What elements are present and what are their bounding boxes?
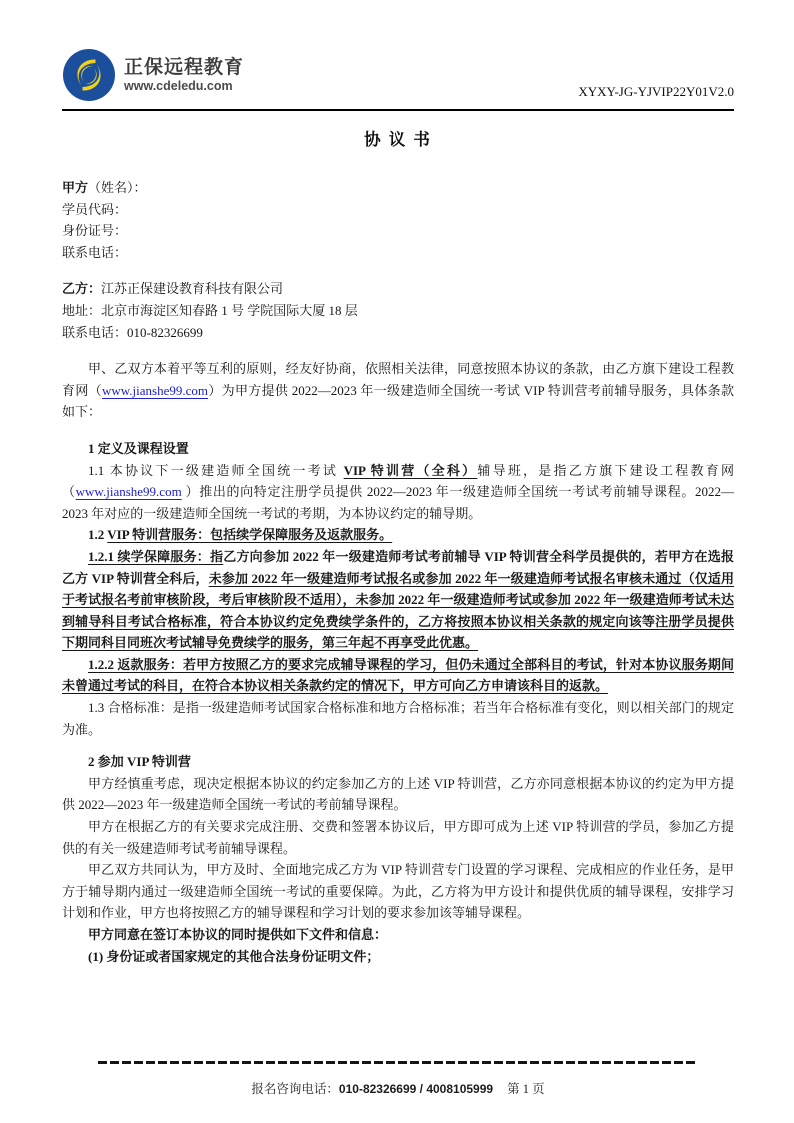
- page-title: 协 议 书: [364, 130, 432, 149]
- spacer: [62, 423, 734, 438]
- text-run: 未参加 2022 年一级建造师考试报名或参加 2022 年一级建造师考试报名审核未通过（仅适用于考试报名考前审核阶段，考后审核阶段不适用），未参加 2022 年一级建造师考试或参加 2022 年一级建造师考试未达到辅导科目考试合格标准，符合本协议约定免费续学条件的，乙方将按照本协议相关条款的规定向该等注册学员提供下期同科目同班次考试辅导免费续学的服务，第三年起不再享受此优惠。: [62, 570, 734, 651]
- paragraph: [62, 859, 734, 924]
- text-run: 甲方经慎重考虑，现决定根据本协议的约定参加乙方的上述 VIP 特训营，乙方亦同意根据本协议的约定为甲方提供 2022—2023 年一级建造师全国统一考试的考前辅导课程。: [62, 775, 734, 813]
- brand-logo: [62, 48, 244, 102]
- paragraph: [62, 546, 734, 654]
- footer-divider: [98, 1061, 698, 1064]
- text-run: 甲方: [62, 180, 89, 195]
- hotline-numbers: 010-82326699 / 4008105999: [338, 1082, 494, 1096]
- page-header: [62, 48, 734, 102]
- text-run: 甲方在根据乙方的有关要求完成注册、交费和签署本协议后，甲方即可成为上述 VIP 特训营的学员，参加乙方提供的有关一级建造师考试考前辅导课程。: [62, 819, 734, 856]
- text-run: 辅导班，是指乙方旗下建设工程教育网（: [62, 462, 734, 500]
- info-line: [62, 300, 734, 322]
- header-divider: [62, 109, 734, 111]
- link-jianshe99[interactable]: www.jianshe99.com: [75, 484, 182, 500]
- page-footer: [62, 1061, 734, 1097]
- spacer: [62, 343, 734, 358]
- document-body: [62, 177, 734, 967]
- info-line: [62, 322, 734, 344]
- text-run: 1.1 本协议下一级建造师全国统一考试: [88, 462, 344, 478]
- text-run: ）为甲方提供 2022—2023 年一级建造师全国统一考试 VIP 特训营考前辅导服务，具体条款如下：: [62, 382, 734, 420]
- info-line: [62, 278, 734, 300]
- hotline-label: 报名咨询电话：: [251, 1082, 339, 1096]
- text-run: 学员代码：: [62, 201, 128, 217]
- text-run: 地址：北京市海淀区知春路 1 号 学院国际大厦 18 层: [62, 302, 358, 318]
- paragraph: [62, 946, 734, 968]
- info-line: [62, 177, 734, 199]
- footer-info-line: [62, 1079, 734, 1097]
- page-number: 第 1 页: [507, 1082, 545, 1096]
- document-code: XYXY-JG-YJVIP22Y01V2.0: [578, 84, 734, 99]
- text-run: VIP 特训营（全科）: [343, 462, 478, 478]
- text-run: 江苏正保建设教育科技有限公司: [101, 281, 284, 297]
- text-run: 1.2.2 返款服务：若甲方按照乙方的要求完成辅导课程的学习，但仍未通过全部科目的考试，针对本协议服务期间未曾通过考试的科目，在符合本协议相关条款约定的情况下，甲方可向乙方申请该科目的返款。: [62, 656, 734, 694]
- text-run: ）推出的向特定注册学员提供 2022—2023 年一级建造师全国统一考试考前辅导课程。2022—2023 年对应的一级建造师全国统一考试的考期，为本协议约定的辅导期。: [62, 484, 734, 521]
- link-jianshe99[interactable]: www.jianshe99.com: [101, 382, 208, 398]
- brand-site-url: www.cdeledu.com: [124, 78, 233, 93]
- paragraph: [62, 697, 734, 740]
- paragraph: [62, 524, 734, 546]
- text-run: 甲方同意在签订本协议的同时提供如下文件和信息：: [88, 927, 388, 942]
- text-run: VIP 特训营服务：包括续学保障服务及返款服务。: [107, 527, 393, 543]
- text-run: 身份证号：: [62, 223, 128, 239]
- text-run: 联系电话：: [62, 244, 128, 260]
- brand-name: 正保远程教育: [124, 56, 245, 78]
- paragraph: [62, 358, 734, 423]
- text-run: 乙方向参加 2022 年一级建造师考试考前辅导 VIP 特训营全科学员提供的，若甲方在选报乙方 VIP 特训营全科后，: [62, 548, 734, 586]
- text-run: 1.2.1 续学保障服务：指: [88, 548, 224, 564]
- paragraph: [62, 460, 734, 525]
- section-heading: [62, 438, 734, 460]
- text-run: 联系电话：010-82326699: [62, 324, 203, 340]
- info-line: [62, 199, 734, 221]
- cdeledu-swirl-logo-icon: [62, 48, 116, 102]
- spacer: [62, 263, 734, 278]
- text-run: 甲乙双方共同认为，甲方及时、全面地完成乙方为 VIP 特训营专门设置的学习课程、完成相应的作业任务，是甲方于辅导期内通过一级建造师全国统一考试的重要保障。为此，乙方将为甲方设计和提供优质的辅导课程，安排学习计划和作业，甲方也将按照乙方的辅导课程和学习计划的要求参加该等辅导课程。: [62, 862, 734, 921]
- info-line: [62, 242, 734, 264]
- text-run: 1.3 合格标准：是指一级建造师考试国家合格标准和地方合格标准；若当年合格标准有变化，则以相关部门的规定 为准。: [62, 700, 734, 737]
- paragraph: [62, 816, 734, 859]
- text-run: (1) 身份证或者国家规定的其他合法身份证明文件；: [88, 948, 380, 964]
- paragraph: [62, 654, 734, 697]
- section-heading: [62, 751, 734, 773]
- text-run: 1.2: [88, 527, 108, 543]
- paragraph: [62, 924, 734, 946]
- spacer: [62, 740, 734, 751]
- text-run: 2 参加 VIP 特训营: [88, 754, 191, 770]
- text-run: 1 定义及课程设置: [88, 440, 189, 456]
- info-line: [62, 220, 734, 242]
- text-run: 乙方：: [62, 281, 102, 297]
- text-run: 甲、乙双方本着平等互利的原则，经友好协商，依照相关法律，同意按照本协议的条款，由乙方旗下建设工程教育网（: [62, 361, 734, 398]
- paragraph: [62, 773, 734, 816]
- text-run: （姓名）：: [88, 180, 147, 195]
